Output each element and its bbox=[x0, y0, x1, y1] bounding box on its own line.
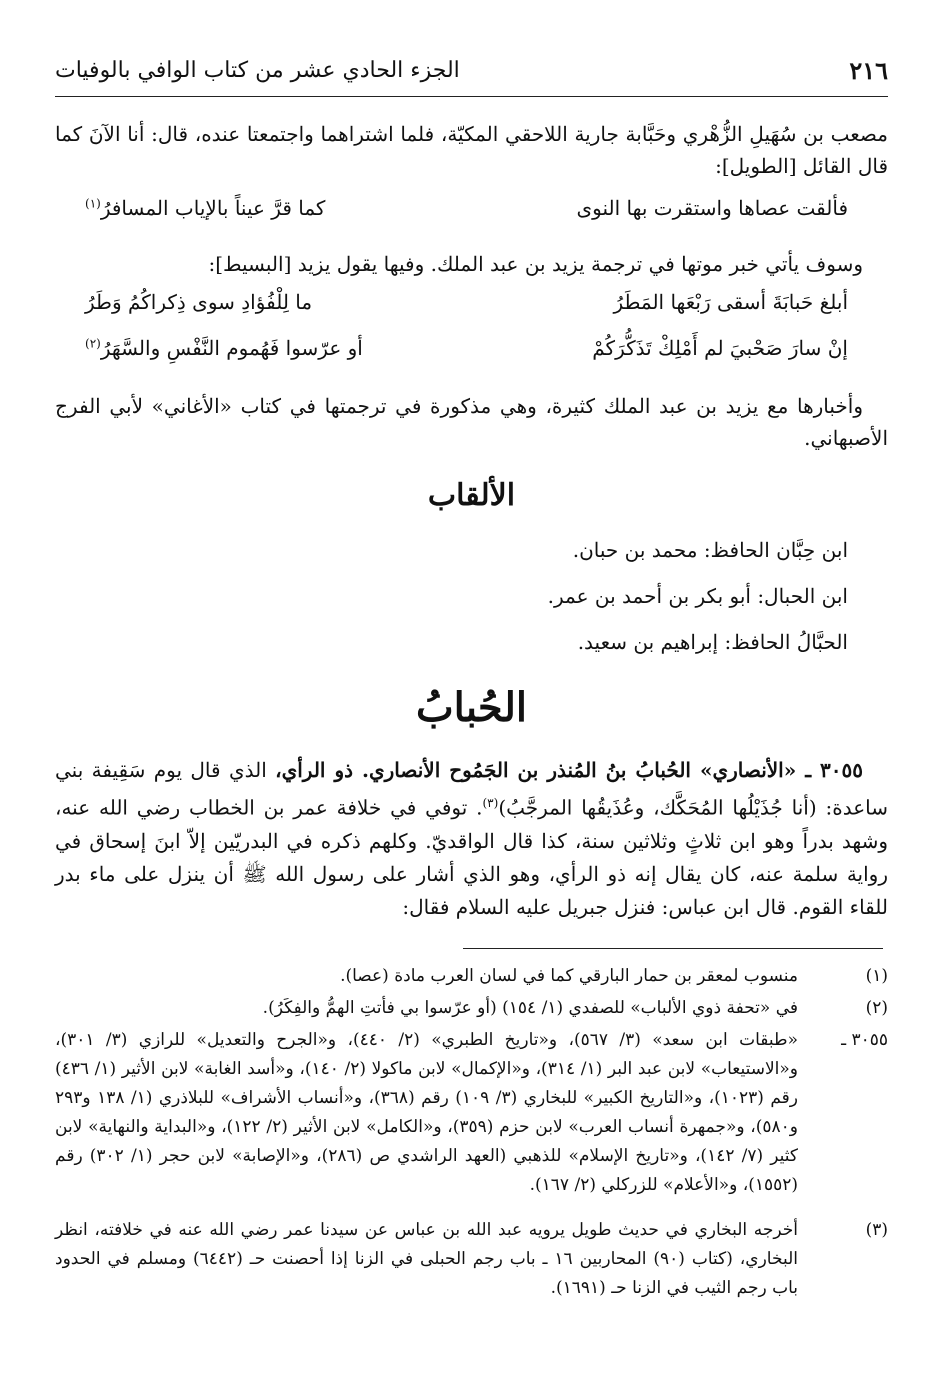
footnote-text: «طبقات ابن سعد» (٣/ ٥٦٧)، و«تاريخ الطبري» (٢/ ٤٤٠)، و«الجرح والتعديل» للرازي (٣/ ٣٠١)، و«الاستيعاب» لابن عبد البر (١/ ٣١٤)، و«الإكمال» لابن ماكولا (٢/ ١٤٠)، و«أسد الغابة» لابن الأثير (١/ ٤٣٦) رقم (١٠٢٣)، و«التاريخ الكبير» للبخاري (٣/ ١٠٩) رقم (٣٦٨)، و«أنساب الأشراف» للبلاذري (١/ ١٣٨ و٢٩٣ و٥٨٠)، و«جمهرة أنساب العرب» لابن حزم (٣٥٩)، و«الكامل» لابن الأثير (٢/ ١٢٢)، و«البداية والنهاية» لابن كثير (٧/ ١٤٢)، و«تاريخ الإسلام» للذهبي (العهد الراشدي ص (٢٨٦)، و«الإصابة» لابن حجر (١/ ٣٠٢) رقم (١٥٥٢)، و«الأعلام» للزركلي (٢/ ١٦٧). bbox=[55, 1030, 799, 1195]
verse-1 bbox=[85, 196, 848, 228]
footnote-ref-3: (٣) bbox=[482, 796, 499, 810]
alqab-item: ابن الحبال: أبو بكر بن أحمد بن عمر. bbox=[547, 584, 848, 608]
footnote-text: منسوب لمعقر بن حمار البارقي كما في لسان العرب مادة (عصا). bbox=[340, 966, 798, 986]
entry-text-continued: . توفي في خلافة عمر بن الخطاب رضي الله عنه، وشهد بدراً وهو ابن ثلاثٍ وثلاثين سنة، كذا قال الواقديّ. وكلهم ذكره في البدريّين إلاّ ابنَ إسحاق في رواية سلمة عنه، كان يقال إنه ذو الرأي، وهو الذي أشار على رسول الله ﷺ أن ينزل على ماء بدر للقاء القوم. قال ابن عباس: فنزل جبريل عليه السلام فقال: bbox=[55, 795, 888, 919]
footnote-separator bbox=[463, 948, 883, 949]
footnote-number: ٣٠٥٥ ـ bbox=[841, 1030, 888, 1050]
header-rule bbox=[55, 96, 888, 97]
running-title: الجزء الحادي عشر من كتاب الوافي بالوفيات bbox=[55, 58, 460, 83]
footnote-number: (٢) bbox=[865, 998, 888, 1018]
footnote-number: (١) bbox=[865, 966, 888, 986]
intro-paragraph: مصعب بن سُهَيلِ الزُّهْري وحَبَّابة جارية اللاحقي المكيّة، فلما اشتراهما واجتمعتا عنده، قال: أنا الآنَ كما قال القائل [الطويل]: bbox=[55, 122, 888, 178]
entry-headword: ٣٠٥٥ ـ «الأنصاري» الحُبابُ بنُ المُنذر بن الجَمُوح الأنصاري. ذو الرأي، bbox=[275, 758, 864, 782]
verse-1-second-half: كما قرَّ عيناً بالإياب المسافرُ$^{(١)}$ bbox=[85, 196, 326, 220]
alqab-item: الحبَّالُ الحافظ: إبراهيم بن سعيد. bbox=[577, 630, 848, 654]
section-heading-hubab: الحُبابُ bbox=[415, 684, 528, 731]
verse-2-first-half: أبلغ حَبابَةَ أسقى رَبْعَها المَطَرُ bbox=[613, 290, 848, 314]
verse-2-second-half: ما لِلْفُؤادِ سوى ذِكراكُمُ وَطَرُ bbox=[85, 290, 313, 314]
footnote-text: أخرجه البخاري في حديث طويل يرويه عبد الله بن عباس عن سيدنا عمر رضي الله عنه في خلافته، انظر البخاري، (كتاب (٩٠) المحاربين ١٦ ـ باب رجم الحبلى في الزنا إذا أحصنت حـ (٦٤٤٢) ومسلم في الحدود باب رجم الثيب في الزنا حـ (١٦٩١). bbox=[55, 1220, 798, 1298]
footnote bbox=[55, 1026, 888, 1200]
footnote-text: في «تحفة ذوي الألباب» للصفدي (١/ ١٥٤) (أو عرّسوا بي فأتتِ الهمُّ والفِكَرُ). bbox=[262, 998, 798, 1018]
footnote bbox=[55, 1216, 888, 1303]
footnote bbox=[55, 962, 888, 991]
verse-1-first-half: فألقت عصاها واستقرت بها النوى bbox=[576, 196, 848, 220]
footnote-number: (٣) bbox=[865, 1220, 888, 1240]
page-number: ٢١٦ bbox=[849, 56, 888, 85]
intro-paragraph-3: وأخبارها مع يزيد بن عبد الملك كثيرة، وهي مذكورة في ترجمتها في كتاب «الأغاني» لأبي الفرج الأصبهاني. bbox=[55, 394, 888, 450]
verse-3-second-half: أو عرّسوا فَهُموم النَّفْسِ والسَّهَرُ$^{(٢)}$ bbox=[85, 336, 363, 360]
footnote-ref-1: (١) bbox=[85, 196, 101, 211]
biography-entry-3055 bbox=[55, 754, 888, 924]
footnote bbox=[55, 994, 888, 1023]
intro-paragraph-2: وسوف يأتي خبر موتها في ترجمة يزيد بن عبد الملك. وفيها يقول يزيد [البسيط]: bbox=[208, 252, 863, 276]
verse-2 bbox=[85, 290, 848, 322]
running-header bbox=[55, 56, 888, 96]
alqab-item: ابن حِبَّان الحافظ: محمد بن حبان. bbox=[572, 538, 848, 562]
section-heading-alqab: الألقاب bbox=[427, 478, 516, 513]
verse-3 bbox=[85, 336, 848, 368]
entry-text: الذي قال يوم سَقِيفة بني ساعدة: (أنا جُذَيْلُها المُحَكَّك، وعُذَيقُها المرجَّبُ) bbox=[55, 758, 888, 820]
footnote-ref-2: (٢) bbox=[85, 336, 101, 351]
verse-3-first-half: إنْ سارَ صَحْبيَ لم أَمْلِكْ تَذَكُّرَكُمْ bbox=[592, 336, 848, 360]
